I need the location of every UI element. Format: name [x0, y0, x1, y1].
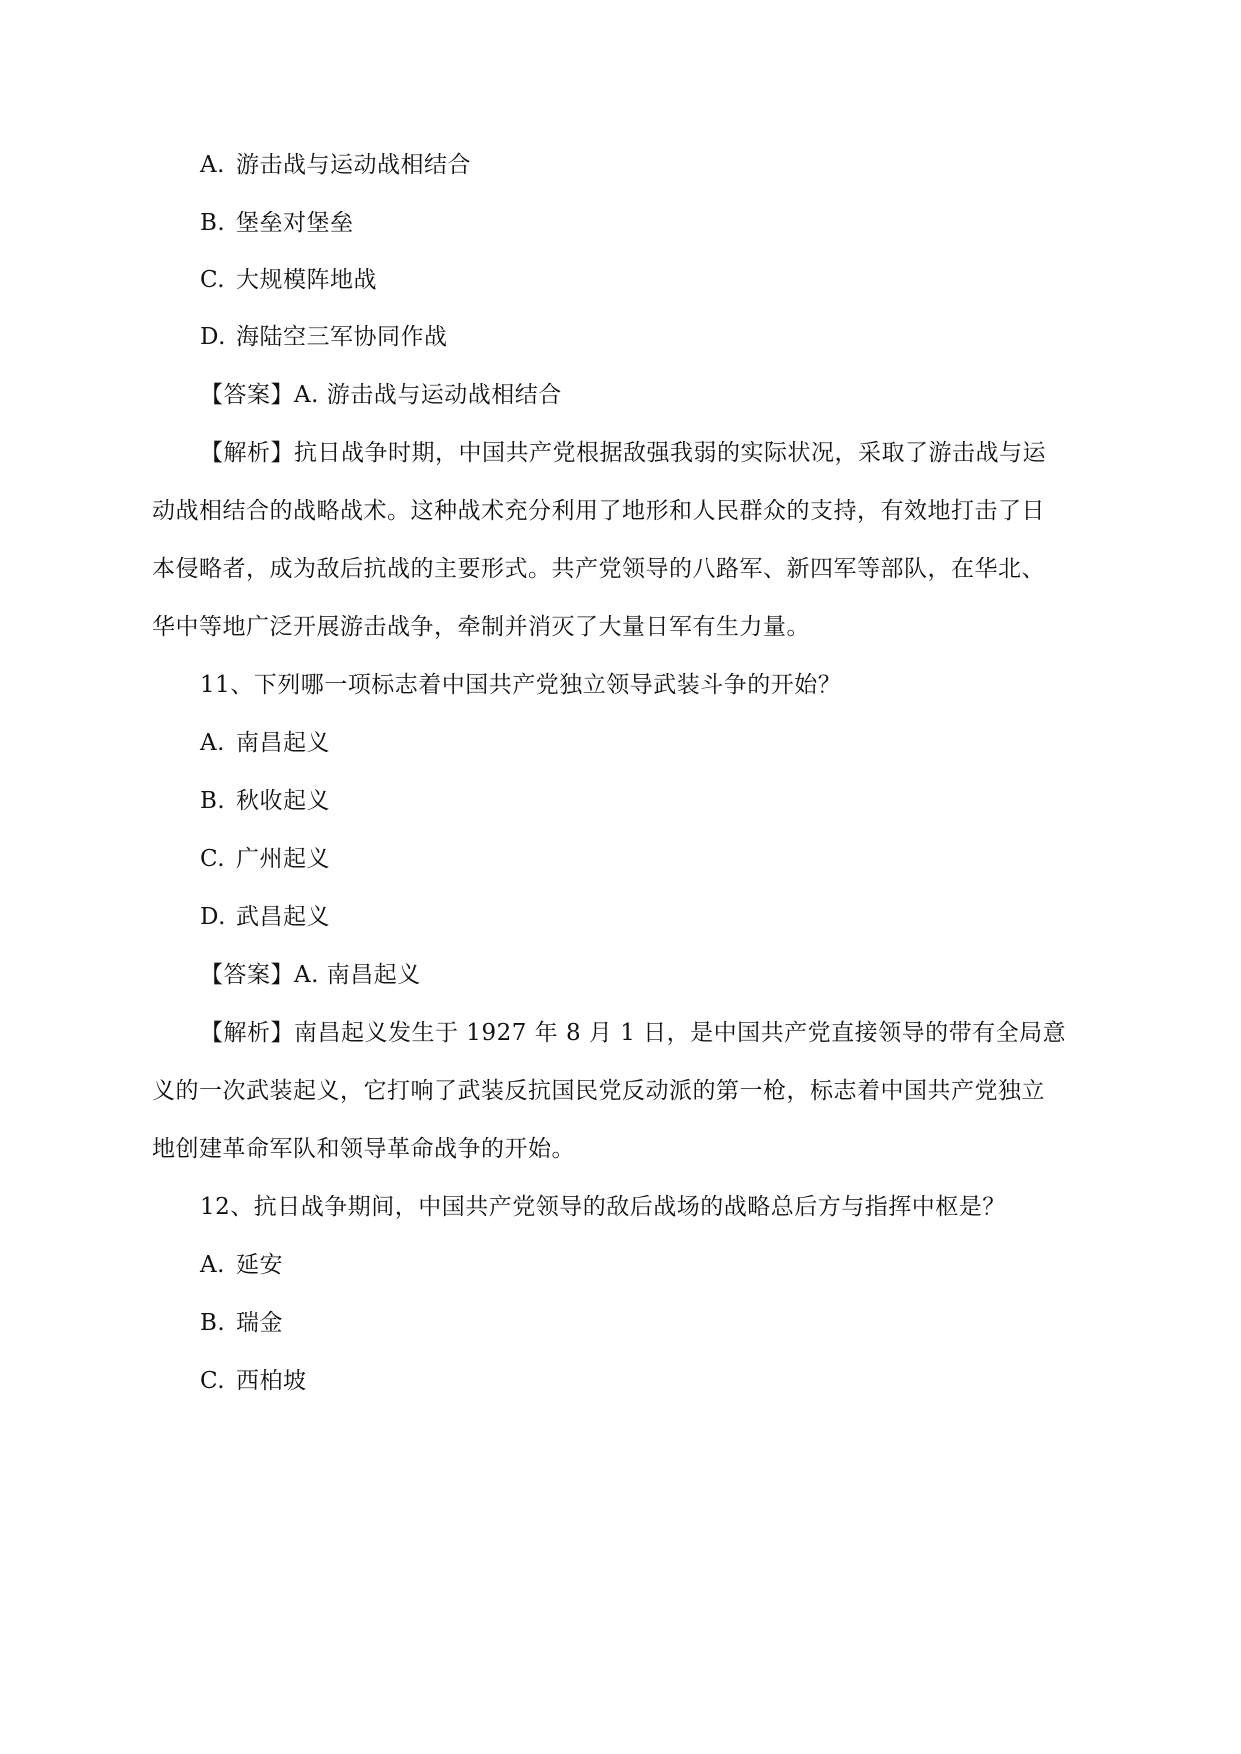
q10-answer: 【答案】A. 游击战与运动战相结合	[200, 382, 562, 408]
q11-question: 11、下列哪一项标志着中国共产党独立领导武装斗争的开始？	[200, 672, 842, 698]
option-text: 西柏坡	[236, 1368, 307, 1394]
option-text: 秋收起义	[236, 788, 330, 814]
q10-option-a	[200, 150, 471, 180]
option-letter: C.	[200, 846, 226, 872]
option-letter: B.	[200, 788, 226, 814]
option-text: 广州起义	[236, 846, 330, 872]
option-letter: B.	[200, 1310, 226, 1336]
q11-analysis-line: 义的一次武装起义，它打响了武装反抗国民党反动派的第一枪，标志着中国共产党独立	[152, 1078, 1045, 1104]
option-text: 延安	[236, 1252, 283, 1278]
option-letter: A.	[200, 152, 225, 178]
option-letter: D.	[200, 904, 226, 930]
option-letter: B.	[200, 210, 226, 236]
option-text: 武昌起义	[236, 904, 330, 930]
option-text: 堡垒对堡垒	[236, 210, 354, 236]
option-text: 游击战与运动战相结合	[236, 152, 471, 178]
q12-question: 12、抗日战争期间，中国共产党领导的敌后战场的战略总后方与指挥中枢是？	[200, 1194, 1006, 1220]
q10-option-d	[200, 322, 448, 352]
q12-option-b	[200, 1308, 283, 1338]
q11-option-a	[200, 728, 330, 758]
q11-analysis-line: 地创建革命军队和领导革命战争的开始。	[152, 1136, 575, 1162]
option-letter: D.	[200, 324, 226, 350]
q10-analysis-line: 华中等地广泛开展游击战争，牵制并消灭了大量日军有生力量。	[152, 614, 810, 640]
option-text: 海陆空三军协同作战	[236, 324, 448, 350]
q11-option-d	[200, 902, 330, 932]
option-letter: A.	[200, 730, 225, 756]
option-text: 南昌起义	[236, 730, 330, 756]
q11-option-b	[200, 786, 330, 816]
q10-analysis-line: 动战相结合的战略战术。这种战术充分利用了地形和人民群众的支持，有效地打击了日	[152, 498, 1045, 524]
q10-option-c	[200, 265, 377, 295]
q11-answer: 【答案】A. 南昌起义	[200, 962, 421, 988]
q11-option-c	[200, 844, 330, 874]
q10-analysis-line: 本侵略者，成为敌后抗战的主要形式。共产党领导的八路军、新四军等部队，在华北、	[152, 556, 1045, 582]
option-text: 瑞金	[236, 1310, 283, 1336]
option-letter: A.	[200, 1252, 225, 1278]
option-letter: C.	[200, 1368, 226, 1394]
option-text: 大规模阵地战	[236, 267, 377, 293]
q12-option-a	[200, 1250, 283, 1280]
q10-analysis-line: 【解析】抗日战争时期，中国共产党根据敌强我弱的实际状况，采取了游击战与运	[200, 440, 1046, 466]
q12-option-c	[200, 1366, 307, 1396]
q11-analysis-line: 【解析】南昌起义发生于 1927 年 8 月 1 日，是中国共产党直接领导的带有全局意	[200, 1020, 1067, 1046]
q10-option-b	[200, 208, 354, 238]
option-letter: C.	[200, 267, 226, 293]
